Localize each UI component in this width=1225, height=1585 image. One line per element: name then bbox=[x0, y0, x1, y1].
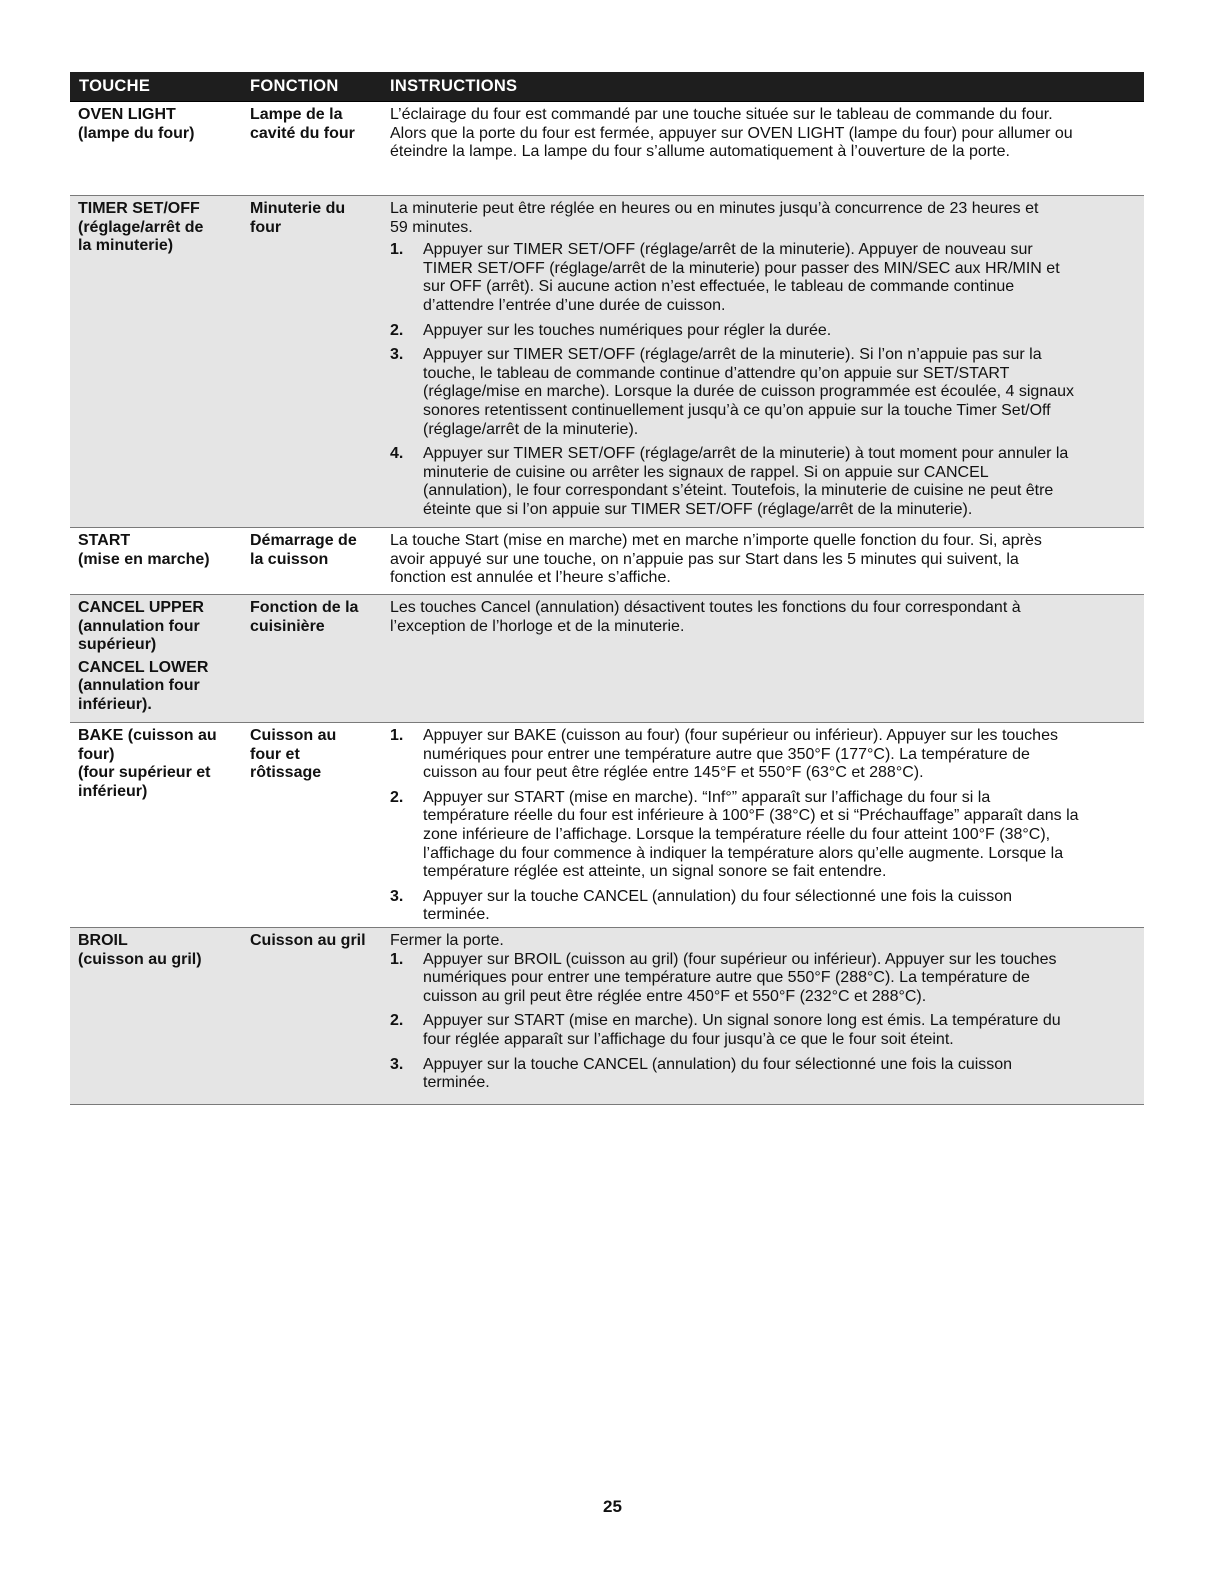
step-line: terminée. bbox=[423, 906, 490, 924]
key-line: BAKE (cuisson au bbox=[78, 727, 217, 744]
key-cell bbox=[70, 723, 250, 927]
step-line: zone inférieure de l’affichage. Lorsque la température réelle du four atteint 100°F (38°C), bbox=[423, 825, 1051, 843]
key-line: (annulation four bbox=[78, 617, 200, 635]
table-row-bake bbox=[70, 723, 1144, 928]
controls-table bbox=[70, 72, 1144, 1105]
key-cell bbox=[70, 595, 250, 722]
key-line: (annulation four bbox=[78, 677, 200, 695]
function-line: Démarrage de bbox=[250, 532, 357, 549]
instruction-line: La touche Start (mise en marche) met en marche n’importe quelle fonction du four. Si, après bbox=[390, 532, 1042, 549]
page-number: 25 bbox=[603, 1497, 622, 1516]
step-line: d’attendre l’entrée d’une durée de cuisson. bbox=[423, 296, 726, 314]
step-number: 2. bbox=[390, 321, 404, 339]
step-line: touche, le tableau de commande continue d’attendre qu’on appuie sur SET/START bbox=[423, 364, 1010, 382]
key-line: BROIL bbox=[78, 932, 128, 949]
step-line: terminée. bbox=[423, 1074, 490, 1092]
instruction-line: l’exception de l’horloge et de la minuterie. bbox=[390, 617, 685, 635]
step-line: Appuyer sur START (mise en marche). Un signal sonore long est émis. La température du bbox=[423, 1012, 1061, 1030]
table-row-start bbox=[70, 528, 1144, 595]
instruction-line: Alors que la porte du four est fermée, appuyer sur OVEN LIGHT (lampe du four) pour allumer ou bbox=[390, 124, 1073, 142]
step-item bbox=[390, 789, 1138, 882]
instructions-cell bbox=[390, 102, 1144, 195]
header-fonction: FONCTION bbox=[250, 77, 339, 95]
function-line: Lampe de la bbox=[250, 106, 343, 123]
step-item bbox=[390, 727, 1138, 783]
key-line: CANCEL LOWER bbox=[78, 658, 209, 676]
function-line: four et bbox=[250, 745, 300, 763]
step-line: température réelle du four est inférieure à 100°F (38°C) et si “Préchauffage” apparaît dans la bbox=[423, 807, 1079, 825]
key-line: four) bbox=[78, 745, 115, 763]
step-line: (annulation), le four correspondant s’éteint. Toutefois, la minuterie de cuisine ne peut être bbox=[423, 482, 1054, 500]
step-line: l’affichage du four commence à indiquer la température alors qu’elle augmente. Lorsque la bbox=[423, 844, 1064, 862]
step-item bbox=[390, 445, 1138, 519]
instruction-line: Fermer la porte. bbox=[390, 932, 504, 949]
key-cell bbox=[70, 102, 250, 195]
step-line: four réglée apparaît sur l’affichage du four jusqu’à ce que le four soit éteint. bbox=[423, 1030, 954, 1048]
function-line: Cuisson au gril bbox=[250, 932, 366, 949]
function-line: cavité du four bbox=[250, 124, 355, 142]
key-line: OVEN LIGHT bbox=[78, 106, 176, 123]
function-line: Cuisson au bbox=[250, 727, 337, 744]
step-line: sonores retentissent continuellement jusqu’à ce qu’on appuie sur la touche Timer Set/Off bbox=[423, 401, 1051, 419]
step-line: Appuyer sur TIMER SET/OFF (réglage/arrêt de la minuterie). Appuyer de nouveau sur bbox=[423, 241, 1033, 259]
step-number: 3. bbox=[390, 887, 404, 905]
step-item bbox=[390, 951, 1138, 1007]
key-cell bbox=[70, 928, 250, 1104]
instruction-line: fonction est annulée et l’heure s’affiche. bbox=[390, 569, 671, 587]
step-item bbox=[390, 241, 1138, 315]
key-line: inférieur) bbox=[78, 782, 148, 800]
step-line: minuterie de cuisine ou arrêter les signaux de rappel. Si on appuie sur CANCEL bbox=[423, 463, 989, 481]
instruction-line: Les touches Cancel (annulation) désactivent toutes les fonctions du four correspondant à bbox=[390, 599, 1021, 616]
header-instructions: INSTRUCTIONS bbox=[390, 77, 518, 95]
step-line: Appuyer sur la touche CANCEL (annulation) du four sélectionné une fois la cuisson bbox=[423, 887, 1013, 905]
instruction-line: avoir appuyé sur une touche, on n’appuie pas sur Start dans les 5 minutes qui suivent, la bbox=[390, 550, 1019, 568]
function-line: Minuterie du bbox=[250, 200, 346, 217]
function-line: Fonction de la bbox=[250, 599, 359, 616]
table-row-cancel bbox=[70, 595, 1144, 723]
function-cell bbox=[250, 102, 390, 195]
step-number: 1. bbox=[390, 950, 404, 968]
key-line: START bbox=[78, 532, 131, 549]
step-item bbox=[390, 1012, 1138, 1049]
function-cell bbox=[250, 595, 390, 722]
key-line: supérieur) bbox=[78, 636, 157, 654]
step-line: Appuyer sur les touches numériques pour régler la durée. bbox=[423, 321, 832, 339]
function-line: rôtissage bbox=[250, 764, 322, 782]
key-line: inférieur). bbox=[78, 695, 152, 713]
key-line: la minuterie) bbox=[78, 237, 174, 255]
step-number: 1. bbox=[390, 241, 404, 259]
function-cell bbox=[250, 196, 390, 527]
step-line: numériques pour entrer une température autre que 350°F (177°C). La température de bbox=[423, 745, 1030, 763]
instructions-cell bbox=[390, 928, 1144, 1104]
instructions-cell bbox=[390, 528, 1144, 594]
step-line: Appuyer sur TIMER SET/OFF (réglage/arrêt de la minuterie). Si l’on n’appuie pas sur la bbox=[423, 346, 1042, 364]
step-line: Appuyer sur la touche CANCEL (annulation) du four sélectionné une fois la cuisson bbox=[423, 1055, 1013, 1073]
step-line: cuisson au four peut être réglée entre 145°F et 550°F (63°C et 288°C). bbox=[423, 764, 924, 782]
instruction-line: 59 minutes. bbox=[390, 218, 473, 236]
step-item bbox=[390, 322, 1138, 341]
key-line: (réglage/arrêt de bbox=[78, 218, 204, 236]
header-touche: TOUCHE bbox=[79, 77, 151, 95]
table-header bbox=[70, 72, 1144, 102]
step-number: 2. bbox=[390, 788, 404, 806]
step-line: sur OFF (arrêt). Si aucune action n’est effectuée, le tableau de commande continue bbox=[423, 278, 1015, 296]
instructions-cell bbox=[390, 595, 1144, 722]
step-number: 4. bbox=[390, 445, 404, 463]
step-item bbox=[390, 888, 1138, 925]
step-number: 3. bbox=[390, 1055, 404, 1073]
step-line: numériques pour entrer une température autre que 550°F (288°C). La température de bbox=[423, 969, 1030, 987]
instruction-line: La minuterie peut être réglée en heures ou en minutes jusqu’à concurrence de 23 heures et bbox=[390, 200, 1039, 217]
key-cell bbox=[70, 196, 250, 527]
step-line: (réglage/mise en marche). Lorsque la durée de cuisson programmée est écoulée, 4 signaux bbox=[423, 383, 1075, 401]
instructions-cell bbox=[390, 723, 1144, 927]
step-line: éteinte que si l’on appuie sur TIMER SET/OFF (réglage/arrêt de la minuterie). bbox=[423, 500, 973, 518]
table-row-oven-light bbox=[70, 102, 1144, 196]
table-row-timer bbox=[70, 196, 1144, 528]
function-cell bbox=[250, 528, 390, 594]
step-line: Appuyer sur BAKE (cuisson au four) (four supérieur ou inférieur). Appuyer sur les touches bbox=[423, 727, 1058, 744]
step-line: Appuyer sur START (mise en marche). “Inf°” apparaît sur l’affichage du four si la bbox=[423, 788, 991, 806]
step-line: Appuyer sur BROIL (cuisson au gril) (four supérieur ou inférieur). Appuyer sur les touches bbox=[423, 950, 1057, 968]
step-item bbox=[390, 1056, 1138, 1093]
step-number: 3. bbox=[390, 346, 404, 364]
step-line: (réglage/arrêt de la minuterie). bbox=[423, 420, 639, 438]
key-line: CANCEL UPPER bbox=[78, 599, 204, 616]
function-line: cuisinière bbox=[250, 617, 325, 635]
key-line: (cuisson au gril) bbox=[78, 950, 202, 968]
key-cell bbox=[70, 528, 250, 594]
function-line: la cuisson bbox=[250, 550, 329, 568]
instructions-cell bbox=[390, 196, 1144, 527]
step-line: température réglée est atteinte, un signal sonore se fait entendre. bbox=[423, 863, 887, 881]
step-line: TIMER SET/OFF (réglage/arrêt de la minuterie) pour passer des MIN/SEC aux HR/MIN et bbox=[423, 259, 1060, 277]
step-item bbox=[390, 346, 1138, 439]
instruction-line: éteindre la lampe. La lampe du four s’allume automatiquement à l’ouverture de la porte. bbox=[390, 143, 1010, 161]
step-number: 1. bbox=[390, 727, 404, 744]
table-row-broil bbox=[70, 928, 1144, 1105]
key-line: TIMER SET/OFF bbox=[78, 200, 200, 217]
key-line: (lampe du four) bbox=[78, 124, 195, 142]
function-cell bbox=[250, 928, 390, 1104]
key-line: (four supérieur et bbox=[78, 764, 211, 782]
key-line: (mise en marche) bbox=[78, 550, 210, 568]
instruction-line: L’éclairage du four est commandé par une touche située sur le tableau de commande du four. bbox=[390, 106, 1053, 123]
function-cell bbox=[250, 723, 390, 927]
step-number: 2. bbox=[390, 1012, 404, 1030]
step-line: cuisson au gril peut être réglée entre 450°F et 550°F (232°C et 288°C). bbox=[423, 987, 927, 1005]
step-line: Appuyer sur TIMER SET/OFF (réglage/arrêt de la minuterie) à tout moment pour annuler la bbox=[423, 445, 1069, 463]
function-line: four bbox=[250, 218, 282, 236]
